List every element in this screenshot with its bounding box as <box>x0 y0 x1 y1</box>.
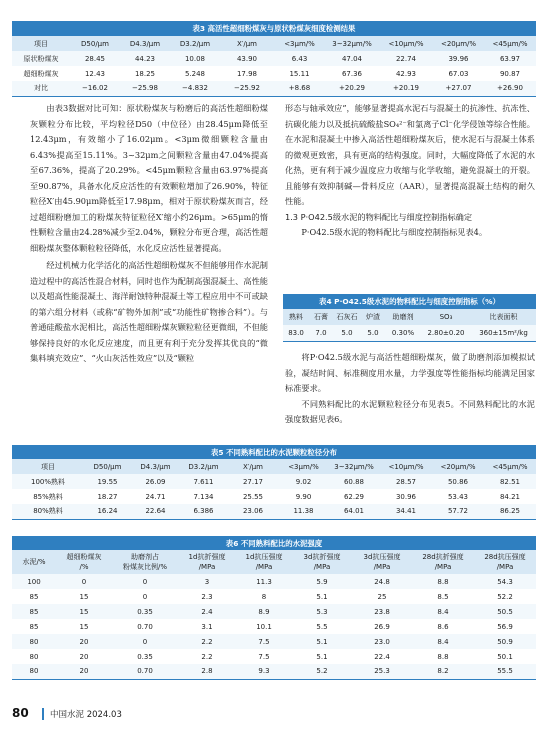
table-header-cell <box>178 550 236 574</box>
table-header-cell: D4.3/μm <box>120 36 170 51</box>
table-cell: 23.0 <box>352 634 412 649</box>
table-cell: 43.90 <box>220 51 274 66</box>
table-cell: 8.4 <box>412 634 474 649</box>
table-cell: 7.0 <box>315 328 327 337</box>
table-cell: 8.9 <box>236 604 292 619</box>
table-header-line: 28d抗压强度 <box>484 553 526 561</box>
table-header-cell <box>12 550 56 574</box>
table-header-cell: X′/μm <box>227 459 279 474</box>
table-cell: 3.1 <box>178 619 236 634</box>
table-cell: +26.90 <box>484 81 536 96</box>
table-cell: 27.17 <box>227 474 279 489</box>
table-header-cell: SO₃ <box>439 313 453 321</box>
table-cell: 26.09 <box>131 474 180 489</box>
table-cell: 5.9 <box>292 574 352 589</box>
table-4-caption: 表4 P·O42.5级水泥的物料配比与细度控制指标（%） <box>283 294 536 309</box>
table-cell: 2.80±0.20 <box>427 328 465 337</box>
table-cell: 9.90 <box>279 489 328 504</box>
table-cell: 23.06 <box>227 504 279 519</box>
table-header-cell: X′/μm <box>220 36 274 51</box>
table-cell: 10.1 <box>236 619 292 634</box>
table-cell: 7.5 <box>236 634 292 649</box>
table-cell: 5.3 <box>292 604 352 619</box>
table-cell: 9.02 <box>279 474 328 489</box>
table-cell: 2.2 <box>178 649 236 664</box>
table-cell: 60.88 <box>328 474 380 489</box>
table-cell: 0 <box>112 634 178 649</box>
table-cell: 17.98 <box>220 66 274 81</box>
table-cell: 67.03 <box>433 66 484 81</box>
table-cell: 82.51 <box>484 474 536 489</box>
table-5-caption: 表5 不同熟料配比的水泥颗粒粒径分布 <box>12 445 536 459</box>
table-cell: 7.134 <box>180 489 227 504</box>
table-cell: 原状粉煤灰 <box>12 51 70 66</box>
page-number: 80 <box>12 706 29 720</box>
table-cell: 5.248 <box>170 66 220 81</box>
table-header-line: 超细粉煤灰 <box>66 553 102 561</box>
table-cell: 22.64 <box>131 504 180 519</box>
table-header-cell: 3~32μm/% <box>325 36 379 51</box>
table-header-line: /MPa <box>434 563 452 571</box>
table-cell: 23.8 <box>352 604 412 619</box>
table-header-cell: <3μm/% <box>274 36 325 51</box>
page-footer <box>12 704 536 722</box>
left-column <box>30 101 268 367</box>
table-cell: 30.96 <box>380 489 432 504</box>
table-cell: 8.2 <box>412 664 474 679</box>
table-4 <box>283 294 536 342</box>
table-cell: 12.43 <box>70 66 120 81</box>
table-3-caption: 表3 高活性超细粉煤灰与原状粉煤灰细度检测结果 <box>12 21 536 36</box>
paragraph: 将P·O42.5级水泥与高活性超细粉煤灰，做了助磨剂添加模拟试验，凝结时间、标准稠度用水量，力学强度等性能指标均能满足国家标准要求。 <box>285 352 535 393</box>
table-cell: 5.1 <box>292 589 352 604</box>
table-3 <box>12 21 536 97</box>
table-cell: 15 <box>56 604 112 619</box>
paragraph: 由表3数据对比可知：原状粉煤灰与粉磨后的高活性超细粉煤灰颗粒分布比较，平均粒径D50（中位径）由28.45μm降低至12.43μm，有效缩小了16.02μm。<3μm微细颗粒含量由6.43%提高至15.11%。3~32μm之间颗粒含量由47.04%提高至67.36%，提高了20.29%。<45μm颗粒含量由63.97%提高至90.87%，具备水化反应活性的有效颗粒增加了26.90%，特征粒径X′由45.90μm降低至17.98μm，相对于原状粉煤灰而言，经过超细粉磨加工的粉煤灰特征粒径X′缩小约26μm。>65μm的惰性颗粒含量由24.28%减少至2.04%，颗粒分布更合理，高活性超细粉煤灰整体颗粒粒径降低，水化反应活性显著提高。 <box>30 103 268 253</box>
table-header-cell: D3.2/μm <box>180 459 227 474</box>
table-cell: 7.611 <box>180 474 227 489</box>
table-cell: 67.36 <box>325 66 379 81</box>
table-cell: 53.43 <box>432 489 484 504</box>
table-5 <box>12 445 536 520</box>
table-cell: 55.5 <box>474 664 536 679</box>
paragraph: P·O42.5级水泥的物料配比与细度控制指标见表4。 <box>301 227 488 237</box>
table-cell: 62.29 <box>328 489 380 504</box>
table-cell: 80 <box>12 649 56 664</box>
table-cell: 7.5 <box>236 649 292 664</box>
table-header-cell <box>412 550 474 574</box>
table-header-cell: 3~32μm/% <box>328 459 380 474</box>
table-header-cell <box>352 550 412 574</box>
table-cell: −16.02 <box>70 81 120 96</box>
table-cell: 50.86 <box>432 474 484 489</box>
table-cell: 2.8 <box>178 664 236 679</box>
table-cell: 0.70 <box>112 664 178 679</box>
table-cell: 83.0 <box>288 328 304 337</box>
table-cell: 50.9 <box>474 634 536 649</box>
table-header-cell <box>112 550 178 574</box>
table-header-cell: <10μm/% <box>379 36 433 51</box>
table-header-cell: <20μm/% <box>433 36 484 51</box>
table-cell: 2.3 <box>178 589 236 604</box>
table-cell: 54.3 <box>474 574 536 589</box>
table-header-cell: 石膏 <box>314 313 328 321</box>
table-cell: 28.57 <box>380 474 432 489</box>
table-cell: 19.55 <box>84 474 131 489</box>
table-6 <box>12 536 536 680</box>
table-cell: +27.07 <box>433 81 484 96</box>
table-header-line: /MPa <box>496 563 514 571</box>
table-cell: 0 <box>112 574 178 589</box>
table-cell: 11.3 <box>236 574 292 589</box>
table-cell: 5.0 <box>367 328 379 337</box>
table-cell: +8.68 <box>274 81 325 96</box>
table-cell: 0.35 <box>112 649 178 664</box>
table-cell: 22.74 <box>379 51 433 66</box>
table-header-cell: D4.3/μm <box>131 459 180 474</box>
table-cell: 5.2 <box>292 664 352 679</box>
table-header-line: 3d抗压强度 <box>363 553 401 561</box>
table-cell: 11.38 <box>279 504 328 519</box>
table-cell: 18.27 <box>84 489 131 504</box>
table-cell: 8.8 <box>412 649 474 664</box>
table-header-cell: 炉渣 <box>366 313 380 321</box>
table-cell: 63.97 <box>484 51 536 66</box>
table-cell: 10.08 <box>170 51 220 66</box>
table-header-cell: D50/μm <box>84 459 131 474</box>
table-cell: 8.4 <box>412 604 474 619</box>
table-cell: 24.8 <box>352 574 412 589</box>
table-cell: 80%熟料 <box>12 504 84 519</box>
table-cell: 64.01 <box>328 504 380 519</box>
table-cell: 16.24 <box>84 504 131 519</box>
table-cell: 25.55 <box>227 489 279 504</box>
table-cell: 85%熟料 <box>12 489 84 504</box>
table-cell: 15 <box>56 589 112 604</box>
table-header-cell: 比表面积 <box>489 313 518 321</box>
table-header-line: /MPa <box>255 563 273 571</box>
table-header-cell <box>474 550 536 574</box>
table-cell: 360±15m²/kg <box>479 328 528 337</box>
table-cell: 47.04 <box>325 51 379 66</box>
footer-divider <box>42 708 44 720</box>
table-header-cell <box>56 550 112 574</box>
section-heading: 1.3 P·O42.5级水泥的物料配比与细度控制指标确定 <box>285 211 473 222</box>
table-cell: 100%熟料 <box>12 474 84 489</box>
table-cell: 6.43 <box>274 51 325 66</box>
table-cell: 5.1 <box>292 649 352 664</box>
table-cell: 8.8 <box>412 574 474 589</box>
table-cell: 100 <box>12 574 56 589</box>
table-cell: −25.98 <box>120 81 170 96</box>
table-cell: 20 <box>56 649 112 664</box>
table-cell: 9.3 <box>236 664 292 679</box>
table-cell: 0.30% <box>391 328 415 337</box>
table-header-line: 1d抗折强度 <box>188 553 226 561</box>
table-header-cell: <45μm/% <box>484 36 536 51</box>
table-cell: 34.41 <box>380 504 432 519</box>
table-header-line: /MPa <box>373 563 391 571</box>
paragraph: 经过机械力化学活化的高活性超细粉煤灰不但能够用作水泥制造过程中的高活性混合材料，同时也作为配制高强混凝土、高性能以及超高性能混凝土、海洋耐蚀特种混凝土等工程应用中不可或缺的第六组分材料（或称“矿物外加剂”或“功能性矿物掺合料”）。与普通硅酸盐水泥相比，高活性超细粉煤灰颗粒粒径更微细，不但能够保持良好的水化反应速度，而且更有利于充分发挥其优良的“微集料填充效应”、“火山灰活性效应”以及“颗粒 <box>30 260 268 363</box>
table-cell: 3 <box>178 574 236 589</box>
table-cell: 15 <box>56 619 112 634</box>
table-cell: 18.25 <box>120 66 170 81</box>
table-cell: −25.92 <box>220 81 274 96</box>
right-column-lower <box>285 350 535 428</box>
table-cell: 20 <box>56 634 112 649</box>
table-cell: 56.9 <box>474 619 536 634</box>
table-header-cell: <3μm/% <box>279 459 328 474</box>
table-cell: 26.9 <box>352 619 412 634</box>
table-cell: 80 <box>12 664 56 679</box>
table-cell: 2.2 <box>178 634 236 649</box>
table-header-line: 1d抗压强度 <box>245 553 283 561</box>
journal-name: 中国水泥 2024.03 <box>50 710 122 720</box>
table-cell: 6.386 <box>180 504 227 519</box>
table-cell: 25.3 <box>352 664 412 679</box>
table-cell: 85 <box>12 619 56 634</box>
table-cell: 90.87 <box>484 66 536 81</box>
table-header-cell: <45μm/% <box>484 459 536 474</box>
table-cell: 20 <box>56 664 112 679</box>
paragraph: 不同熟料配比的水泥颗粒粒径分布见表5。不同熟料配比的水泥强度数据见表6。 <box>285 398 535 424</box>
table-header-cell: 熟料 <box>289 313 303 321</box>
paragraph: 形态与轴承效应”，能够显著提高水泥石与混凝土的抗渗性、抗冻性、抗碳化能力以及抵抗硫酸盐SO₄²⁻和氯离子Cl⁻化学侵蚀等综合性能。在水泥和混凝土中掺入高活性超细粉煤灰后，使水泥石与混凝土体系的微观更致密，具有更高的结构强度。同时，大幅度降低了水泥的水化热，更有利于减少温度应力收缩与化学收缩，避免混凝土的开裂。且能够有效抑制碱—骨料反应（AAR），显著提高混凝土结构的耐久性能。 <box>285 103 535 206</box>
table-6-caption: 表6 不同熟料配比的水泥强度 <box>12 536 536 550</box>
table-cell: 57.72 <box>432 504 484 519</box>
table-cell: 50.5 <box>474 604 536 619</box>
table-header-cell: 项目 <box>12 36 70 51</box>
table-header-line: 3d抗折强度 <box>303 553 341 561</box>
table-cell: 42.93 <box>379 66 433 81</box>
table-cell: 0 <box>112 589 178 604</box>
table-cell: 15.11 <box>274 66 325 81</box>
table-cell: 22.4 <box>352 649 412 664</box>
table-cell: 0 <box>56 574 112 589</box>
table-cell: 85 <box>12 604 56 619</box>
table-header-cell <box>292 550 352 574</box>
table-cell: 0.35 <box>112 604 178 619</box>
table-cell: 25 <box>352 589 412 604</box>
table-header-cell: <10μm/% <box>380 459 432 474</box>
table-cell: 8.5 <box>412 589 474 604</box>
table-cell: 44.23 <box>120 51 170 66</box>
right-column <box>285 101 535 241</box>
table-cell: +20.29 <box>325 81 379 96</box>
table-header-cell: D3.2/μm <box>170 36 220 51</box>
table-cell: 86.25 <box>484 504 536 519</box>
table-header-line: /MPa <box>313 563 331 571</box>
table-cell: 5.1 <box>292 634 352 649</box>
table-cell: 5.5 <box>292 619 352 634</box>
table-cell: −4.832 <box>170 81 220 96</box>
table-cell: 0.70 <box>112 619 178 634</box>
table-cell: 超细粉煤灰 <box>12 66 70 81</box>
table-cell: 24.71 <box>131 489 180 504</box>
table-cell: +20.19 <box>379 81 433 96</box>
table-cell: 8 <box>236 589 292 604</box>
table-header-cell: 石灰石 <box>336 313 358 321</box>
table-header-line: 助磨剂占 <box>131 553 159 561</box>
table-cell: 28.45 <box>70 51 120 66</box>
table-header-line: 粉煤灰比例/% <box>122 563 167 571</box>
table-header-cell <box>236 550 292 574</box>
table-cell: 39.96 <box>433 51 484 66</box>
table-header-line: /% <box>79 563 89 571</box>
table-cell: 50.1 <box>474 649 536 664</box>
table-cell: 84.21 <box>484 489 536 504</box>
table-header-cell: <20μm/% <box>432 459 484 474</box>
table-header-line: 水泥/% <box>22 558 46 566</box>
table-cell: 52.2 <box>474 589 536 604</box>
table-cell: 80 <box>12 634 56 649</box>
table-header-line: 28d抗折强度 <box>422 553 464 561</box>
table-cell: 对比 <box>12 81 70 96</box>
table-header-cell: 项目 <box>12 459 84 474</box>
table-header-line: /MPa <box>198 563 216 571</box>
table-cell: 2.4 <box>178 604 236 619</box>
table-header-cell: D50/μm <box>70 36 120 51</box>
table-cell: 5.0 <box>341 328 353 337</box>
table-cell: 85 <box>12 589 56 604</box>
table-cell: 8.6 <box>412 619 474 634</box>
table-header-cell: 助磨剂 <box>392 313 414 321</box>
